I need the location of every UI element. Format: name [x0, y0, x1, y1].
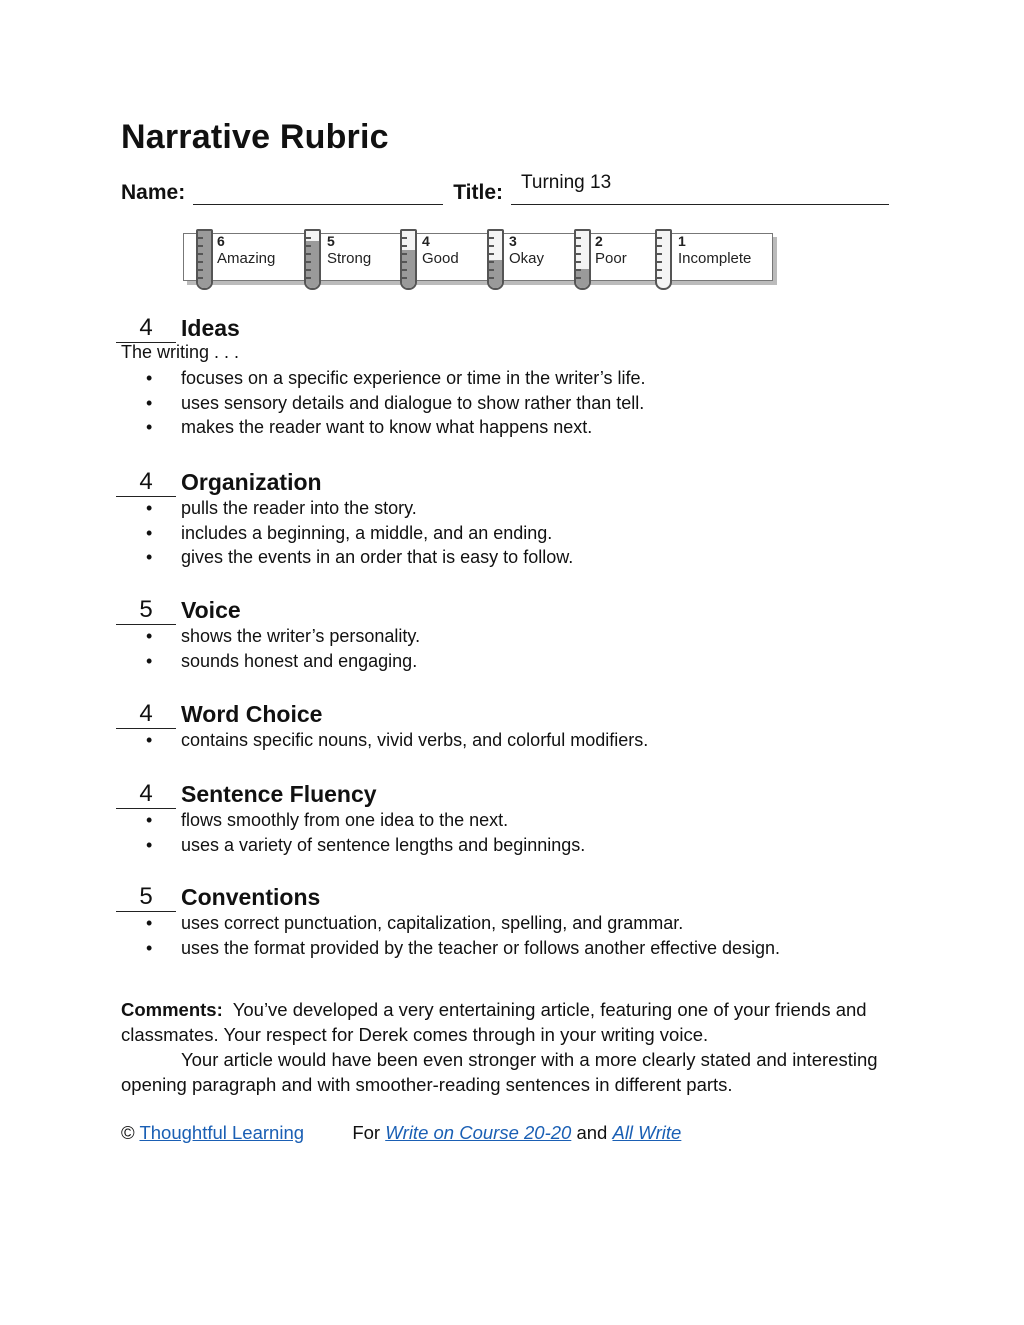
name-label: Name:: [121, 181, 186, 204]
criteria-item: • shows the writer’s personality.: [146, 624, 420, 649]
section-title: Conventions: [181, 884, 321, 910]
copyright-symbol: ©: [121, 1122, 135, 1143]
scale-name: Okay: [509, 250, 545, 267]
criteria-list: [146, 911, 780, 960]
for-text: For: [352, 1122, 381, 1143]
scale-tube-4: [400, 229, 417, 290]
scale-tube-2: [574, 229, 591, 290]
rating-scale: [183, 229, 773, 287]
and-text: and: [576, 1122, 608, 1143]
name-field[interactable]: [193, 178, 443, 205]
scale-number: 1: [678, 233, 686, 249]
criteria-list: [146, 366, 646, 440]
footer: [121, 1122, 681, 1144]
criteria-item: • includes a beginning, a middle, and an ending.: [146, 521, 573, 546]
criteria-item: • sounds honest and engaging.: [146, 649, 420, 674]
criteria-item: • pulls the reader into the story.: [146, 496, 573, 521]
criteria-item: • uses correct punctuation, capitalization, spelling, and grammar.: [146, 911, 780, 936]
criteria-list: [146, 728, 648, 753]
comments-paragraph-2: Your article would have been even stronger with a more clearly stated and interesting opening paragraph and with smoother-reading sentences in different parts.: [121, 1049, 878, 1095]
criteria-item: • gives the events in an order that is easy to follow.: [146, 545, 573, 570]
scale-tube-3: [487, 229, 504, 290]
criteria-item: • makes the reader want to know what happens next.: [146, 415, 646, 440]
criteria-item: • uses sensory details and dialogue to show rather than tell.: [146, 391, 646, 416]
score-field[interactable]: 4: [116, 314, 176, 343]
scale-label-6: [217, 233, 275, 267]
scale-tube-6: [196, 229, 213, 290]
scale-name: Poor: [595, 250, 627, 267]
score-field[interactable]: 4: [116, 780, 176, 809]
criteria-item: • focuses on a specific experience or time in the writer’s life.: [146, 366, 646, 391]
section-title: Sentence Fluency: [181, 781, 377, 807]
scale-label-2: [595, 233, 627, 267]
score-field[interactable]: 5: [116, 596, 176, 625]
scale-label-3: [509, 233, 544, 267]
scale-number: 5: [327, 233, 335, 249]
scale-label-5: [327, 233, 371, 267]
comments: [121, 997, 911, 1097]
criteria-list: [146, 624, 420, 673]
scale-name: Good: [422, 250, 459, 267]
header-fields: [121, 171, 911, 205]
scale-tube-5: [304, 229, 321, 290]
scale-number: 3: [509, 233, 517, 249]
section-title: Word Choice: [181, 701, 323, 727]
criteria-item: • flows smoothly from one idea to the next.: [146, 808, 585, 833]
scale-name: Amazing: [217, 250, 276, 267]
criteria-item: • uses a variety of sentence lengths and beginnings.: [146, 833, 585, 858]
section-title: Organization: [181, 469, 322, 495]
scale-label-1: [678, 233, 751, 267]
criteria-item: • contains specific nouns, vivid verbs, and colorful modifiers.: [146, 728, 648, 753]
score-field[interactable]: 4: [116, 468, 176, 497]
criteria-list: [146, 496, 573, 570]
comments-label: Comments:: [121, 999, 223, 1020]
rubric-page: [121, 118, 911, 1143]
scale-label-4: [422, 233, 459, 267]
scale-name: Incomplete: [678, 250, 752, 267]
scale-number: 6: [217, 233, 225, 249]
publisher-link[interactable]: Thoughtful Learning: [139, 1122, 305, 1143]
score-field[interactable]: 5: [116, 883, 176, 912]
section-title: Voice: [181, 597, 241, 623]
scale-number: 2: [595, 233, 603, 249]
title-value: Turning 13: [521, 172, 612, 193]
section-title: Ideas: [181, 315, 240, 341]
page-title: Narrative Rubric: [121, 118, 389, 156]
book-link-write-on-course[interactable]: Write on Course 20-20: [385, 1122, 572, 1143]
scale-name: Strong: [327, 250, 372, 267]
criteria-item: • uses the format provided by the teacher or follows another effective design.: [146, 936, 780, 961]
section-intro: The writing . . .: [121, 342, 240, 362]
score-field[interactable]: 4: [116, 700, 176, 729]
title-field[interactable]: [511, 172, 889, 205]
scale-tube-1: [655, 229, 672, 290]
book-link-all-write[interactable]: All Write: [612, 1122, 682, 1143]
title-label: Title:: [453, 181, 503, 204]
scale-number: 4: [422, 233, 430, 249]
comments-paragraph-1: You’ve developed a very entertaining article, featuring one of your friends and classmates. Your respect for Derek comes through in your writing voice.: [121, 999, 867, 1045]
criteria-list: [146, 808, 585, 857]
